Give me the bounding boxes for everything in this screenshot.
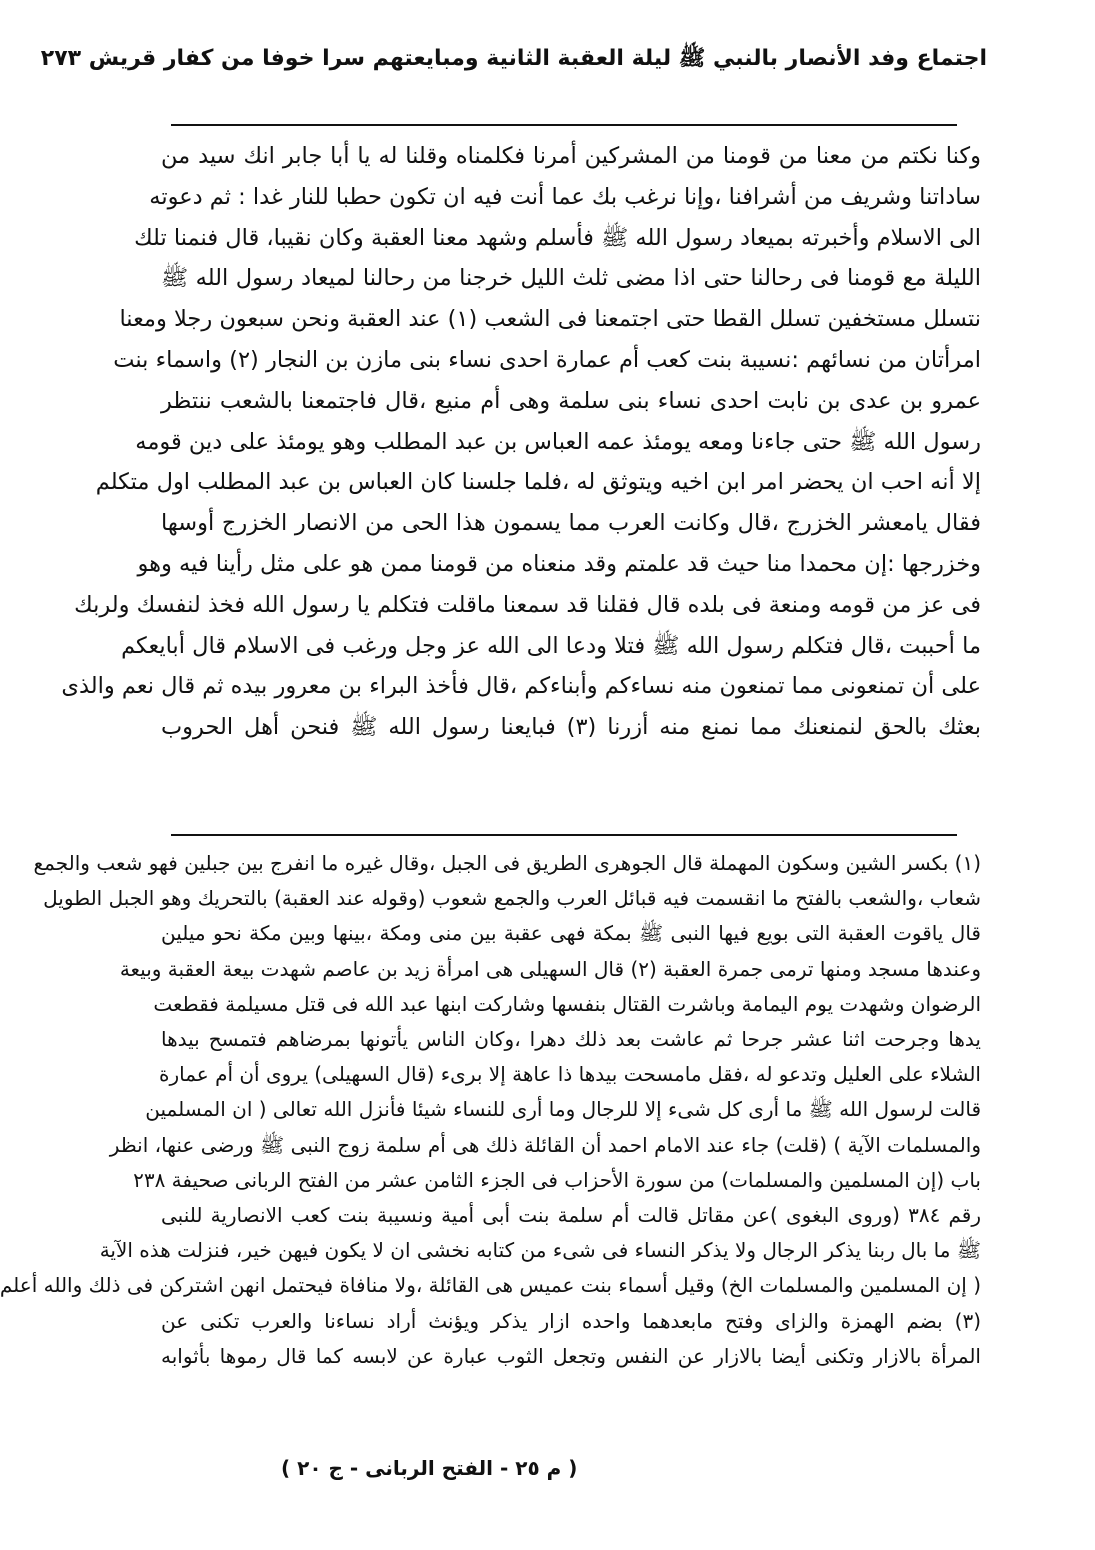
- footnote-line: قالت لرسول الله ﷺ ما أرى كل شىء إلا للرجال وما أرى للنساء شيئا فأنزل الله تعالى ( ان المسلمين: [145, 1097, 981, 1122]
- page-signature: ( م ٢٥ - الفتح الربانى - ج ٢٠ ): [281, 1456, 578, 1480]
- text-line: ساداتنا وشريف من أشرافنا ،وإنا نرغب بك عما أنت فيه ان تكون حطبا للنار غدا : ثم دعوته: [149, 183, 981, 210]
- text-line: فى عز من قومه ومنعة فى بلده قال فقلنا قد سمعنا ماقلت فتكلم يا رسول الله فخذ لنفسك ولربك: [74, 591, 981, 618]
- footnote-line: (١) بكسر الشين وسكون المهملة قال الجوهرى الطريق فى الجبل ،وقال غيره ما انفرج بين جبلين فهو شعب والجمع: [33, 851, 981, 875]
- main-text: [61, 136, 981, 748]
- text-line: ما أحببت ،قال فتكلم رسول الله ﷺ فتلا ودعا الى الله عز وجل ورغب فى الاسلام قال أبايعكم: [121, 632, 981, 659]
- footnote-line: باب (إن المسلمين والمسلمات) من سورة الأحزاب فى الجزء الثامن عشر من الفتح الربانى صحيفة ٢٣٨: [133, 1167, 981, 1192]
- footnote-line: الشلاء على العليل وتدعو له ،فقل مامسحت بيدها ذا عاهة إلا برىء (قال السهيلى) يروى أن أم عمارة: [158, 1062, 981, 1087]
- footnote-line: يدها وجرحت اثنا عشر جرحا ثم عاشت بعد ذلك دهرا ،وكان الناس يأتونها بمرضاهم فتمسح بيدها: [161, 1027, 981, 1052]
- footnote-line: ( إن المسلمين والمسلمات الخ) وقيل أسماء بنت عميس هى القائلة ،ولا منافاة فيحتمل انهن اشتركن فى ذلك والله أعلم: [0, 1273, 981, 1298]
- text-line: امرأتان من نسائهم :نسيبة بنت كعب أم عمارة احدى نساء بنى مازن بن النجار (٢) واسماء بنت: [113, 346, 981, 373]
- text-line: عمرو بن عدى بن نابت احدى نساء بنى سلمة وهى أم منيع ،قال فاجتمعنا بالشعب ننتظر: [161, 387, 981, 414]
- footnote-line: ﷺ ما بال ربنا يذكر الرجال ولا يذكر النساء فى شىء من كتابه نخشى ان لا يكون فيهن خير، فنزلت هذه الآية: [99, 1238, 981, 1263]
- text-line: بعثك بالحق لنمنعنك مما نمنع منه أزرنا (٣) فبايعنا رسول الله ﷺ فنحن أهل الحروب: [161, 714, 981, 741]
- text-line: فقال يامعشر الخزرج ،قال وكانت العرب مما يسمون هذا الحى من الانصار الخزرج أوسها: [161, 510, 981, 537]
- text-line: الى الاسلام وأخبرته بميعاد رسول الله ﷺ فأسلم وشهد معنا العقبة وكان نقيبا، قال فنمنا تلك: [134, 224, 981, 251]
- text-line: نتسلل مستخفين تسلل القطا حتى اجتمعنا فى الشعب (١) عند العقبة ونحن سبعون رجلا ومعنا: [119, 306, 981, 333]
- footnote-line: رقم ٣٨٤ (وروى البغوى )عن مقاتل قالت أم سلمة بنت أبى أمية ونسيبة بنت كعب الانصارية للنبى: [161, 1203, 982, 1228]
- footnote-divider: [171, 834, 957, 836]
- footnote-line: شعاب ،والشعب بالفتح ما انقسمت فيه قبائل العرب والجمع شعوب (وقوله عند العقبة) بالتحريك وهو الجبل الطويل: [43, 886, 981, 911]
- footnote-line: الرضوان وشهدت يوم اليمامة وباشرت القتال بنفسها وشاركت ابنها عبد الله فى قتل مسيلمة فقطعت: [153, 991, 981, 1016]
- text-line: وكنا نكتم من معنا من قومنا من المشركين أمرنا فكلمناه وقلنا له يا أبا جابر انك سيد من: [161, 143, 981, 169]
- text-line: الليلة مع قومنا فى رحالنا حتى اذا مضى ثلث الليل خرجنا من رحالنا لميعاد رسول الله ﷺ: [161, 265, 981, 292]
- footnote-line: المرأة بالازار وتكنى أيضا بالازار عن النفس وتجعل الثوب عبارة عن لابسه كما قال رموها بأثوابه: [161, 1343, 981, 1368]
- footnotes: [0, 846, 982, 1374]
- footnote-line: وعندها مسجد ومنها ترمى جمرة العقبة (٢) قال السهيلى هى امرأة زيد بن عاصم شهدت بيعة العقبة وبيعة: [119, 956, 981, 981]
- running-header: اجتماع وفد الأنصار بالنبي ﷺ ليلة العقبة الثانية ومبايعتهم سرا خوفا من كفار قريش ٢٧٣: [40, 46, 987, 71]
- footnote-line: (٣) بضم الهمزة والزاى وفتح مابعدهما واحده ازار يذكر ويؤنث أراد نساءنا والعرب تكنى عن: [161, 1308, 981, 1333]
- text-line: على أن تمنعونى مما تمنعون منه نساءكم وأبناءكم ،قال فأخذ البراء بن معرور بيده ثم قال نعم والذى: [61, 673, 981, 700]
- footnote-line: والمسلمات الآية ) (قلت) جاء عند الامام احمد أن القائلة ذلك هى أم سلمة زوج النبى ﷺ ورضى عنها، انظر: [109, 1132, 981, 1157]
- text-line: وخزرجها :إن محمدا منا حيث قد علمتم وقد منعناه من قومنا ممن هو على مثل رأينا فيه وهو: [137, 550, 981, 577]
- footnote-line: قال ياقوت العقبة التى بويع فيها النبى ﷺ بمكة فهى عقبة بين منى ومكة ،بينها وبين مكة نحو ميلين: [161, 921, 981, 946]
- text-line: إلا أنه احب ان يحضر امر ابن اخيه ويتوثق له ،فلما جلسنا كان العباس بن عبد المطلب اول متكلم: [95, 469, 981, 496]
- text-line: رسول الله ﷺ حتى جاءنا ومعه يومئذ عمه العباس بن عبد المطلب وهو يومئذ على دين قومه: [135, 428, 981, 455]
- header-divider: [171, 124, 957, 126]
